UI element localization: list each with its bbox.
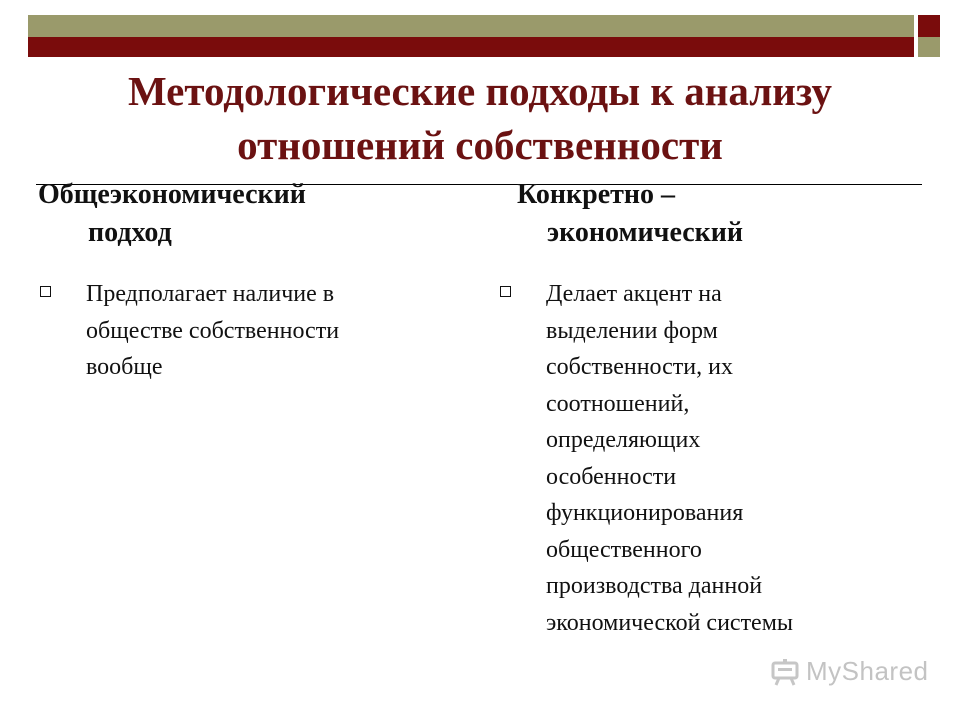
top-maroon-bar (28, 37, 914, 57)
right-column-heading (497, 176, 937, 252)
watermark-text: MyShared (806, 656, 929, 686)
left-bullet-item (40, 276, 460, 386)
slide-title-line-2: отношений собственности (237, 122, 723, 168)
left-bullet-line: Предполагает наличие в (86, 281, 335, 307)
right-bullet-line: общественного (546, 536, 702, 563)
right-heading-line-2: экономический (547, 217, 744, 248)
corner-maroon-square (918, 15, 940, 37)
corner-olive-square (918, 37, 940, 57)
slide-title (20, 64, 940, 172)
left-heading-line-1: Общеэкономический (38, 179, 306, 210)
right-bullet-line: функционирования (546, 500, 744, 526)
right-bullet-item (500, 276, 930, 641)
top-olive-bar (28, 15, 914, 37)
left-column-heading (38, 176, 458, 252)
right-bullet-line: экономической системы (546, 609, 794, 636)
right-bullet-line: Делает акцент на (546, 281, 722, 307)
right-bullet-line: выделении форм (546, 317, 718, 344)
right-bullet-line: особенности (546, 463, 677, 490)
left-heading-line-2: подход (88, 217, 172, 248)
left-bullet-line: вообще (86, 354, 163, 380)
right-bullet-text (546, 276, 793, 641)
right-heading-line-1: Конкретно – (517, 179, 676, 210)
hollow-square-bullet-icon (500, 286, 511, 297)
right-bullet-line: производства данной (546, 573, 763, 599)
right-bullet-line: соотношений, (546, 390, 690, 417)
right-bullet-line: собственности, их (546, 354, 733, 380)
left-bullet-text (86, 276, 339, 386)
myshared-watermark (770, 656, 929, 687)
left-bullet-line: обществе собственности (86, 317, 340, 344)
slide-title-line-1: Методологические подходы к анализу (128, 68, 832, 114)
hollow-square-bullet-icon (40, 286, 51, 297)
right-bullet-line: определяющих (546, 427, 701, 453)
presentation-board-icon (770, 657, 800, 687)
